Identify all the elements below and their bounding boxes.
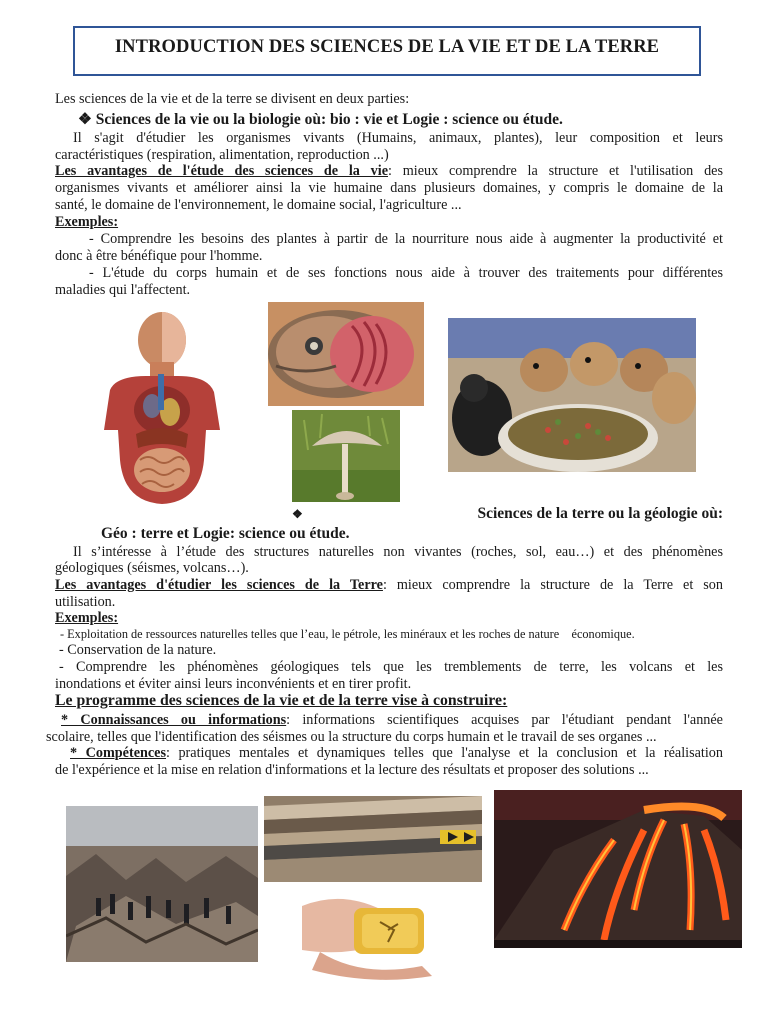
bio-example-1-line-2: donc à être bénéfique pour l'homme. xyxy=(55,248,263,264)
bio-advantages-line-3: santé, le domaine de l'environnement, le domaine social, l'agriculture ... xyxy=(55,197,462,213)
bio-advantages-line-2: organismes vivants et améliorer ainsi la vie humaine dans plusieurs domaines, y compris le domaine de la xyxy=(55,180,723,196)
geo-heading-line-1 xyxy=(292,505,723,523)
earthquake-ruins-image xyxy=(66,806,258,962)
page-title: INTRODUCTION DES SCIENCES DE LA VIE ET DE LA TERRE xyxy=(114,37,660,57)
geo-example-2: - Conservation de la nature. xyxy=(59,642,217,658)
knowledge-label: * Connaissances ou informations xyxy=(61,712,287,728)
fish-gills-image xyxy=(268,302,424,406)
intro-text: Les sciences de la vie et de la terre se divisent en deux parties: xyxy=(55,91,410,107)
geo-advantages-line-1 xyxy=(55,577,723,594)
knowledge-text: : informations scientifiques acquises par l'étudiant pendant l'année xyxy=(286,712,723,728)
rock-layers-image xyxy=(264,796,482,882)
bio-example-1-line-1: - Comprendre les besoins des plantes à partir de la nourriture nous aide à augmenter la productivité et xyxy=(89,231,723,247)
skills-label: * Compétences xyxy=(70,745,166,761)
diamond-bullet-icon: ❖ xyxy=(78,111,92,128)
geo-advantages-line-2: utilisation. xyxy=(55,594,116,610)
title-box xyxy=(73,26,701,76)
amber-fossil-image xyxy=(302,886,454,982)
bio-desc-line-2: caractéristiques (respiration, alimentation, reproduction ...) xyxy=(55,147,389,163)
bio-advantages-label: Les avantages de l'étude des sciences de la vie xyxy=(55,163,389,179)
bio-examples-label: Exemples: xyxy=(55,214,119,230)
bio-example-2-line-2: maladies qui l'affectent. xyxy=(55,282,191,298)
geo-examples-label: Exemples: xyxy=(55,610,119,626)
bio-advantages-line-1 xyxy=(55,163,723,180)
bio-desc-line-1: Il s'agit d'étudier les organismes vivants (Humains, animaux, plantes), leur composition et leurs xyxy=(73,130,723,146)
bio-example-2-line-1: - L'étude du corps humain et de ses fonctions nous aide à trouver des traitements pour différentes xyxy=(89,265,723,281)
programme-skills-line-1 xyxy=(55,745,723,762)
geo-advantages-label: Les avantages d'étudier les sciences de la Terre xyxy=(55,577,383,593)
geo-example-3-line-2: inondations et éviter ainsi leurs inconvénients et en tirer profit. xyxy=(55,676,412,692)
mice-eating-image xyxy=(448,318,696,472)
geo-example-3-line-1: - Comprendre les phénomènes géologiques tels que les tremblements de terre, les volcans et les xyxy=(59,659,723,675)
bio-heading-text: Sciences de la vie ou la biologie où: bio : vie et Logie : science ou étude. xyxy=(95,111,563,128)
volcano-lava-image xyxy=(494,790,742,948)
programme-skills-line-2: de l'expérience et la mise en relation d'informations et la lecture des résultats et proposer des solutions ... xyxy=(55,762,649,778)
bio-advantages-text: : mieux comprendre la structure et l'utilisation des xyxy=(388,163,723,179)
diamond-bullet-icon: ❖ xyxy=(292,507,303,521)
geo-example-1: - Exploitation de ressources naturelles telles que l’eau, le pétrole, les minéraux et les roches de nature économique. xyxy=(60,627,635,641)
geo-desc-line-1: Il s’intéresse à l’étude des structures naturelles non vivantes (roches, sol, eau…) et des phénomènes xyxy=(73,544,723,560)
bio-heading xyxy=(78,110,728,129)
geo-heading-line-2: Géo : terre et Logie: science ou étude. xyxy=(101,525,350,542)
anatomy-torso-image xyxy=(96,310,226,506)
programme-knowledge-line-1 xyxy=(55,712,723,729)
geo-desc-line-2: géologiques (séismes, volcans…). xyxy=(55,560,249,576)
mushroom-image xyxy=(292,410,400,502)
skills-text: : pratiques mentales et dynamiques telles que l'analyse et la conclusion et la réalisation xyxy=(166,745,723,761)
geo-heading-text-1: Sciences de la terre ou la géologie où: xyxy=(477,505,723,522)
programme-heading: Le programme des sciences de la vie et de la terre vise à construire: xyxy=(55,692,508,709)
geo-advantages-text: : mieux comprendre la structure de la Terre et son xyxy=(382,577,723,593)
programme-knowledge-line-2: scolaire, telles que l'identification des séismes ou la structure du corps humain et le travail de ses organes ... xyxy=(46,729,657,745)
